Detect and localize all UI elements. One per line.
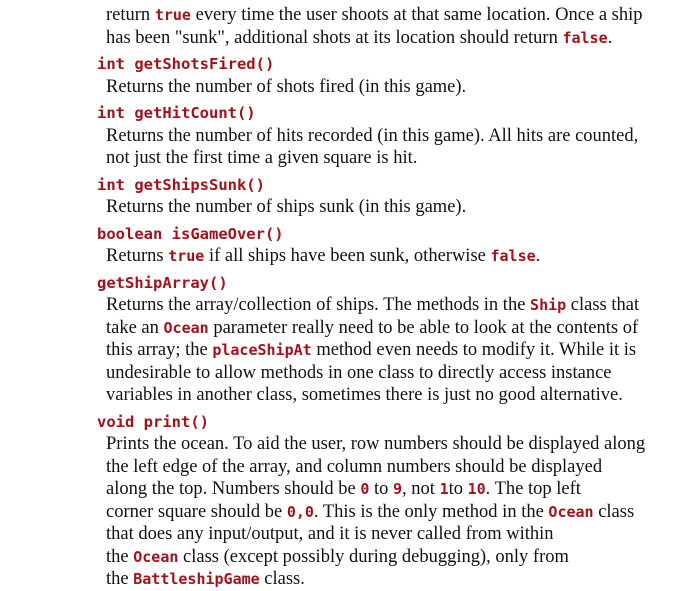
inline-code: BattleshipGame	[133, 570, 260, 588]
text-run: Returns the number of hits recorded (in this game). All hits are counted,	[106, 125, 639, 146]
inline-code: Ocean	[133, 547, 179, 566]
inline-code: Ocean	[163, 318, 209, 337]
text-run: class	[593, 501, 635, 522]
text-run: class that	[566, 295, 640, 315]
inline-code: false	[562, 28, 608, 47]
description-line	[106, 384, 700, 407]
description-line	[106, 317, 700, 340]
text-run: take an	[106, 317, 164, 338]
method-signature-text: void print()	[97, 412, 209, 431]
inline-code: placeShipAt	[212, 341, 312, 359]
description-line	[106, 147, 700, 170]
text-run: every time the user shoots at that same location. Once a ship	[190, 5, 643, 25]
description-line	[106, 76, 700, 99]
method-documentation	[0, 4, 700, 591]
inline-code: 0	[360, 480, 370, 498]
text-run: Prints the ocean. To aid the user, row numbers should be displayed along	[106, 434, 646, 454]
text-run: along the top. Numbers should be	[106, 479, 361, 499]
method-signature	[97, 411, 700, 434]
text-run: .	[607, 27, 613, 48]
method-signature	[97, 223, 700, 246]
description-line	[106, 568, 700, 591]
text-run: class (except possibly during debugging), only from	[178, 546, 569, 567]
description-line	[106, 433, 700, 456]
inline-code: true	[168, 247, 205, 265]
text-run: Returns the number of ships sunk (in this game).	[106, 197, 467, 217]
description-line	[106, 501, 700, 524]
method-signature-text: int getShotsFired()	[97, 55, 275, 73]
description-line	[106, 339, 700, 362]
text-run: the	[106, 546, 134, 567]
description-line	[106, 362, 700, 385]
text-run: parameter really need to be able to look at the contents of	[208, 317, 639, 338]
text-run: this array; the	[106, 340, 213, 360]
text-run: to	[369, 479, 394, 499]
method-signature-text: getShipArray()	[97, 273, 228, 292]
text-run: Returns	[106, 246, 169, 266]
text-run: Returns the array/collection of ships. The methods in the	[106, 295, 531, 315]
description-line	[106, 245, 700, 268]
text-run: class.	[259, 569, 305, 589]
inline-code: Ship	[530, 296, 567, 314]
text-run: method even needs to modify it. While it is	[311, 340, 637, 360]
text-run: that does any input/output, and it is never called from within	[106, 524, 554, 544]
text-run: undesirable to allow methods in one class to directly access instance	[106, 362, 612, 383]
description-line	[106, 478, 700, 501]
text-run: to	[448, 479, 468, 499]
method-signature	[97, 102, 700, 125]
method-signature-text: int getShipsSunk()	[97, 175, 265, 194]
method-signature	[97, 174, 700, 197]
text-run: not just the first time a given square is hit.	[106, 148, 418, 168]
method-signature	[97, 53, 700, 76]
description-line	[106, 196, 700, 219]
text-run: corner square should be	[106, 501, 287, 522]
text-run: return	[106, 5, 155, 25]
inline-code: 1	[439, 480, 449, 498]
description-line	[106, 125, 700, 148]
text-run: if all ships have been sunk, otherwise	[204, 246, 491, 266]
inline-code: true	[154, 6, 191, 24]
text-run: has been "sunk", additional shots at its location should return	[106, 27, 563, 48]
description-line	[106, 4, 700, 27]
text-run: , not	[402, 479, 440, 499]
text-run: Returns the number of shots fired (in this game).	[106, 76, 467, 97]
inline-code: 0,0	[286, 502, 314, 521]
text-run: . The top left	[485, 479, 581, 499]
inline-code: false	[490, 247, 536, 265]
method-signature-text: boolean isGameOver()	[97, 224, 284, 243]
text-run: the	[106, 569, 134, 589]
text-run: . This is the only method in the	[313, 501, 549, 522]
text-run: .	[535, 246, 541, 266]
method-signature	[97, 272, 700, 295]
description-line	[106, 523, 700, 546]
description-line	[106, 456, 700, 479]
text-run: the left edge of the array, and column numbers should be displayed	[106, 456, 603, 477]
method-signature-text: int getHitCount()	[97, 104, 256, 122]
description-line	[106, 546, 700, 569]
text-run: variables in another class, sometimes there is just no good alternative.	[106, 385, 623, 405]
inline-code: Ocean	[548, 502, 594, 521]
inline-code: 10	[467, 480, 486, 498]
description-line	[106, 27, 700, 50]
inline-code: 9	[393, 480, 403, 498]
description-line	[106, 294, 700, 317]
